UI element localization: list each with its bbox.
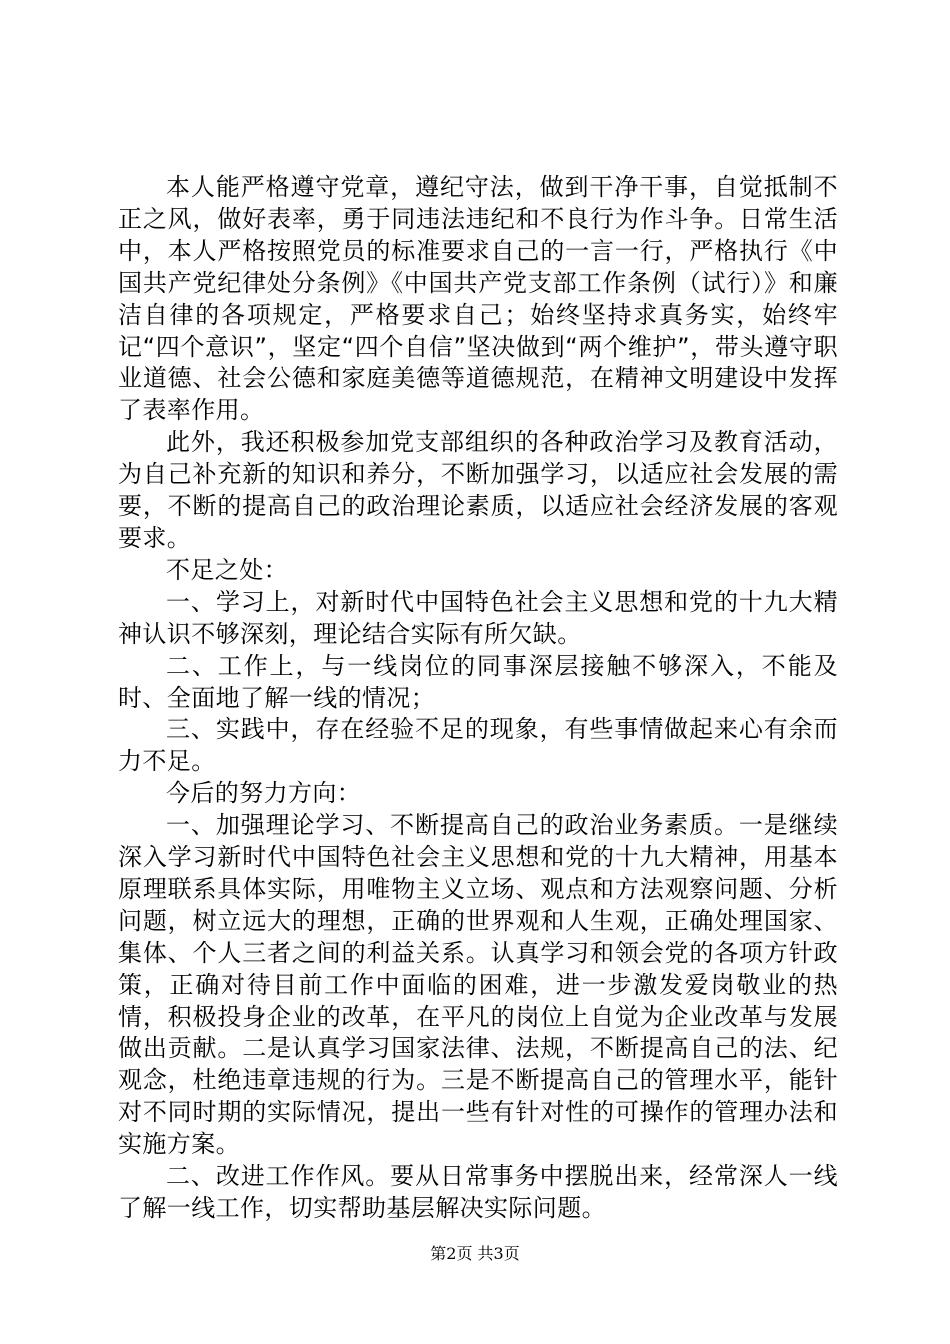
paragraph-shortcoming-2: 二、工作上，与一线岗位的同事深层接触不够深入，不能及时、全面地了解一线的情况； xyxy=(118,651,838,712)
paragraph-study-activities: 此外，我还积极参加党支部组织的各种政治学习及教育活动，为自己补充新的知识和养分，不断加强学习，以适应社会发展的需要，不断的提高自己的政治理论素质，以适应社会经济发展的客观要求。 xyxy=(118,428,838,552)
paragraph-direction-2: 二、改进工作作风。要从日常事务中摆脱出来，经常深人一线了解一线工作，切实帮助基层解决实际问题。 xyxy=(118,1162,838,1222)
heading-future-direction: 今后的努力方向： xyxy=(166,779,362,808)
document-body xyxy=(118,172,838,1225)
paragraph-direction-1: 一、加强理论学习、不断提高自己的政治业务素质。一是继续深入学习新时代中国特色社会主义思想和党的十九大精神，用基本原理联系具体实际，用唯物主义立场、观点和方法观察问题、分析问题，树立远大的理想，正确的世界观和人生观，正确处理国家、集体、个人三者之间的利益关系。认真学习和领会党的各项方针政策，正确对待目前工作中面临的困难，进一步激发爱岗敬业的热情，积极投身企业的改革，在平凡的岗位上自觉为企业改革与发展做出贡献。二是认真学习国家法律、法规，不断提高自己的法、纪观念，杜绝违章违规的行为。三是不断提高自己的管理水平，能针对不同时期的实际情况，提出一些有针对性的可操作的管理办法和实施方案。 xyxy=(118,811,838,1159)
heading-shortcomings: 不足之处： xyxy=(166,555,288,584)
paragraph-shortcoming-1: 一、学习上，对新时代中国特色社会主义思想和党的十九大精神认识不够深刻，理论结合实际有所欠缺。 xyxy=(118,587,838,648)
page-number-footer: 第2页 共3页 xyxy=(430,1244,520,1263)
paragraph-self-discipline: 本人能严格遵守党章，遵纪守法，做到干净干事，自觉抵制不正之风，做好表率，勇于同违法违纪和不良行为作斗争。日常生活中，本人严格按照党员的标准要求自己的一言一行，严格执行《中国共产党纪律处分条例》《中国共产党支部工作条例（试行）》和廉洁自律的各项规定，严格要求自己；始终坚持求真务实，始终牢记“四个意识”，坚定“四个自信”坚决做到“两个维护”，带头遵守职业道德、社会公德和家庭美德等道德规范，在精神文明建设中发挥了表率作用。 xyxy=(118,173,838,425)
paragraph-shortcoming-3: 三、实践中，存在经验不足的现象，有些事情做起来心有余而力不足。 xyxy=(118,715,838,776)
